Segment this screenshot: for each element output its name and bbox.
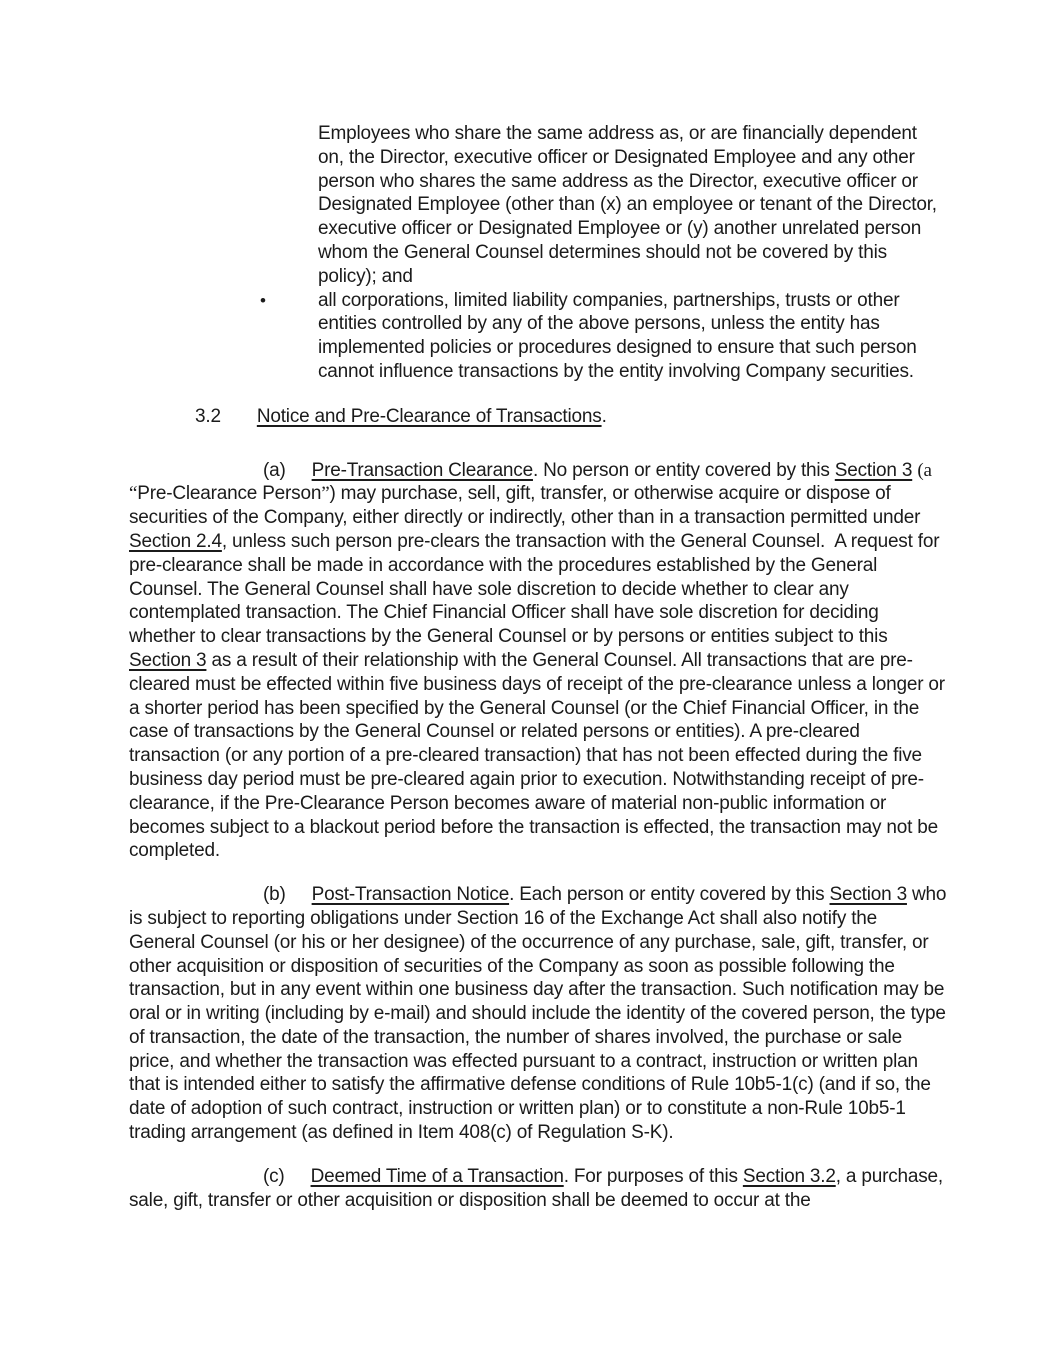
text-run: . No person or entity covered by this [532,459,835,481]
text-run: ” [321,483,330,505]
text-run: , unless such person pre-clears the transaction with the General Counsel. A request for pre-clearance shall be made in accordance with the procedures established by the General Counsel. The General Counsel shall have sole discretion to decide whether to clear any contemplated transaction. The Chief Financial Officer shall have sole discretion for deciding whether to clear transactions by the General Counsel or by persons or entities subject to this [129,530,940,648]
bullet-list [129,122,947,384]
list-item [129,122,947,289]
underlined-text: Section 3 [834,459,913,481]
text-run: , a purchase, sale, gift, transfer or other acquisition or disposition shall be deemed to occur at the [129,1165,943,1211]
underlined-text: Section 3.2 [742,1165,836,1187]
text-run: as a result of their relationship with the General Counsel. All transactions that are pre-cleared must be effected within five business days of receipt of the pre-clearance unless a longer or a shorter period has been specified by the General Counsel (or the Chief Financial Officer, in the case of transactions by the General Counsel or related persons or entities). A pre-cleared transaction (or any portion of a pre-cleared transaction) that has not been effected during the five business day period must be pre-cleared again prior to execution. Notwithstanding receipt of pre- clearance, if the Pre-Clearance Person becomes aware of material non-public information or becomes subject to a blackout period before the transaction is effected, the transaction may not be completed. [129,649,945,862]
underlined-text: Section 3 [129,649,207,671]
section-heading [129,405,947,429]
text-run: who is subject to reporting obligations under Section 16 of the Exchange Act shall also notify the General Counsel (or his or her designee) of the occurrence of any purchase, sale, gift, transfer, or other acquisition or disposition of securities of the Company as soon as possible following the transaction, but in any event within one business day after the transaction. Such notification may be oral or in writing (including by e-mail) and should include the identity of the covered person, the type of transaction, the date of the transaction, the number of shares involved, the purchase or sale price, and whether the transaction was effected pursuant to a contract, instruction or written plan that is intended either to satisfy the affirmative defense conditions of Rule 10b5-1(c) (and if so, the date of adoption of such contract, instruction or written plan) or to constitute a non-Rule 10b5-1 trading arrangement (as defined in Item 408(c) of Regulation S-K). [129,884,947,1144]
text-run: . For purposes of this [563,1165,743,1187]
underlined-text: Section 2.4 [129,530,222,552]
section-number: 3.2 [195,405,221,427]
paragraph-c [129,1165,947,1213]
paragraph-a [129,459,947,864]
text-run: . Each person or entity covered by this [509,884,830,906]
list-item-text [318,290,917,382]
paragraph-label: (c) [263,1165,285,1187]
text-run: Pre-Clearance Person [137,483,322,505]
underlined-text: Section 3 [829,884,907,906]
bullet-icon: • [260,290,266,310]
section-title: Notice and Pre-Clearance of Transactions [256,405,602,427]
list-item [129,289,947,384]
underlined-text: Post-Transaction Notice [311,884,510,906]
text-run: (a “ [129,459,932,505]
text-run: Employees who share the same address as, or are financially dependent on, the Director, executive officer or Designated Employee and any other person who shares the same address as the Director, executive officer or Designated Employee (other than (x) an employee or tenant of the Director, executive officer or Designated Employee or (y) another unrelated person whom the General Counsel determines should not be covered by this policy); and [318,123,937,287]
underlined-text: Pre-Transaction Clearance [311,459,533,481]
paragraph-label: (b) [263,884,286,906]
paragraph-label: (a) [263,459,286,481]
paragraph-text [129,460,945,862]
paragraph-b [129,883,947,1145]
text-run: all corporations, limited liability companies, partnerships, trusts or other entities controlled by any of the above persons, unless the entity has implemented policies or procedures designed to ensure that such person cannot influence transactions by the entity involving Company securities. [318,289,917,382]
list-item-text [318,123,937,287]
page-content [129,122,947,1212]
paragraph-text [129,884,946,1143]
paragraph-text [129,1166,943,1211]
text-run: ) may purchase, sell, gift, transfer, or otherwise acquire or dispose of securities of the Company, either directly or indirectly, other than in a transaction permitted under [129,483,921,529]
underlined-text: Deemed Time of a Transaction [310,1165,564,1187]
section-title-period: . [601,405,607,427]
